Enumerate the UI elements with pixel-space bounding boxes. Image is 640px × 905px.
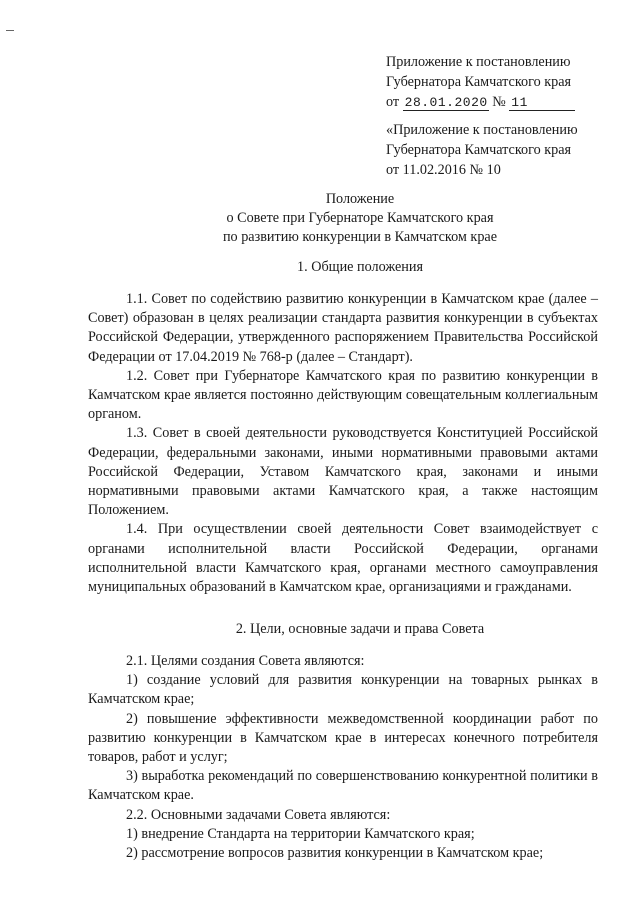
appendix-line: «Приложение к постановлению bbox=[386, 122, 578, 138]
paragraph: 2.1. Целями создания Совета являются: bbox=[126, 653, 365, 669]
title-line: Положение bbox=[325, 191, 395, 207]
handwritten-date: 28.01.2020 bbox=[404, 95, 488, 110]
date-prefix: от bbox=[386, 94, 400, 110]
paragraph: 2.2. Основными задачами Совета являются: bbox=[126, 806, 391, 823]
section-heading: 1. Общие положения bbox=[297, 259, 423, 275]
list-item: 1) внедрение Стандарта на территории Камчатского края; bbox=[126, 825, 475, 842]
list-item: 2) рассмотрение вопросов развития конкуренции в Камчатском крае; bbox=[126, 845, 544, 862]
list-item: 3) выработка рекомендаций по совершенствованию конкурентной политики в Камчатском крае. bbox=[88, 768, 598, 804]
appendix-header-current bbox=[386, 52, 575, 112]
list-item: 1) создание условий для развития конкуренции на товарных рынках в Камчатском крае; bbox=[88, 672, 598, 708]
handwritten-number: 11 bbox=[509, 96, 575, 111]
list-item: 2) повышение эффективности межведомственной координации работ по развитию конкуренции в Камчатском крае в интересах конечного потребителя товаров, работ и услуг; bbox=[88, 710, 598, 766]
number-prefix: № bbox=[492, 94, 506, 110]
paragraph: 1.1. Совет по содействию развитию конкуренции в Камчатском крае (далее – Совет) образован в целях реализации стандарта развития конкуренции в субъектах Российской Федерации, утвержденного распоряжением Правительства Российской Федерации от 17.04.2019 № 768-р (далее – Стандарт). bbox=[88, 291, 598, 365]
appendix-line: Приложение к постановлению bbox=[386, 54, 571, 70]
section-heading: 2. Цели, основные задачи и права Совета bbox=[235, 621, 485, 637]
paragraph: 1.2. Совет при Губернаторе Камчатского края по развитию конкуренции в Камчатском крае является постоянно действующим совещательным коллегиальным органом. bbox=[88, 367, 598, 423]
paragraph: 1.4. При осуществлении своей деятельности Совет взаимодействует с органами исполнительной власти Российской Федерации, органами исполнительной власти Камчатского края, органами местного самоуправления муниципальных образований в Камчатском крае, организациями и гражданами. bbox=[88, 521, 598, 596]
section-body bbox=[88, 652, 598, 863]
appendix-line: Губернатора Камчатского края bbox=[386, 142, 572, 158]
appendix-header-original bbox=[386, 120, 578, 180]
section-body bbox=[88, 290, 598, 597]
scan-mark bbox=[6, 30, 14, 31]
appendix-line: от 11.02.2016 № 10 bbox=[386, 162, 501, 178]
appendix-date-line bbox=[386, 92, 575, 112]
appendix-line: Губернатора Камчатского края bbox=[386, 74, 572, 90]
document-title bbox=[0, 190, 640, 247]
title-line: по развитию конкуренции в Камчатском крае bbox=[222, 229, 498, 245]
title-line: о Совете при Губернаторе Камчатского края bbox=[226, 210, 494, 226]
paragraph: 1.3. Совет в своей деятельности руководствуется Конституцией Российской Федерации, федеральными законами, иными нормативными правовыми актами Российской Федерации, Уставом Камчатского края, законами и иными нормативными правовыми актами Камчатского края, а также настоящим Положением. bbox=[88, 425, 598, 519]
